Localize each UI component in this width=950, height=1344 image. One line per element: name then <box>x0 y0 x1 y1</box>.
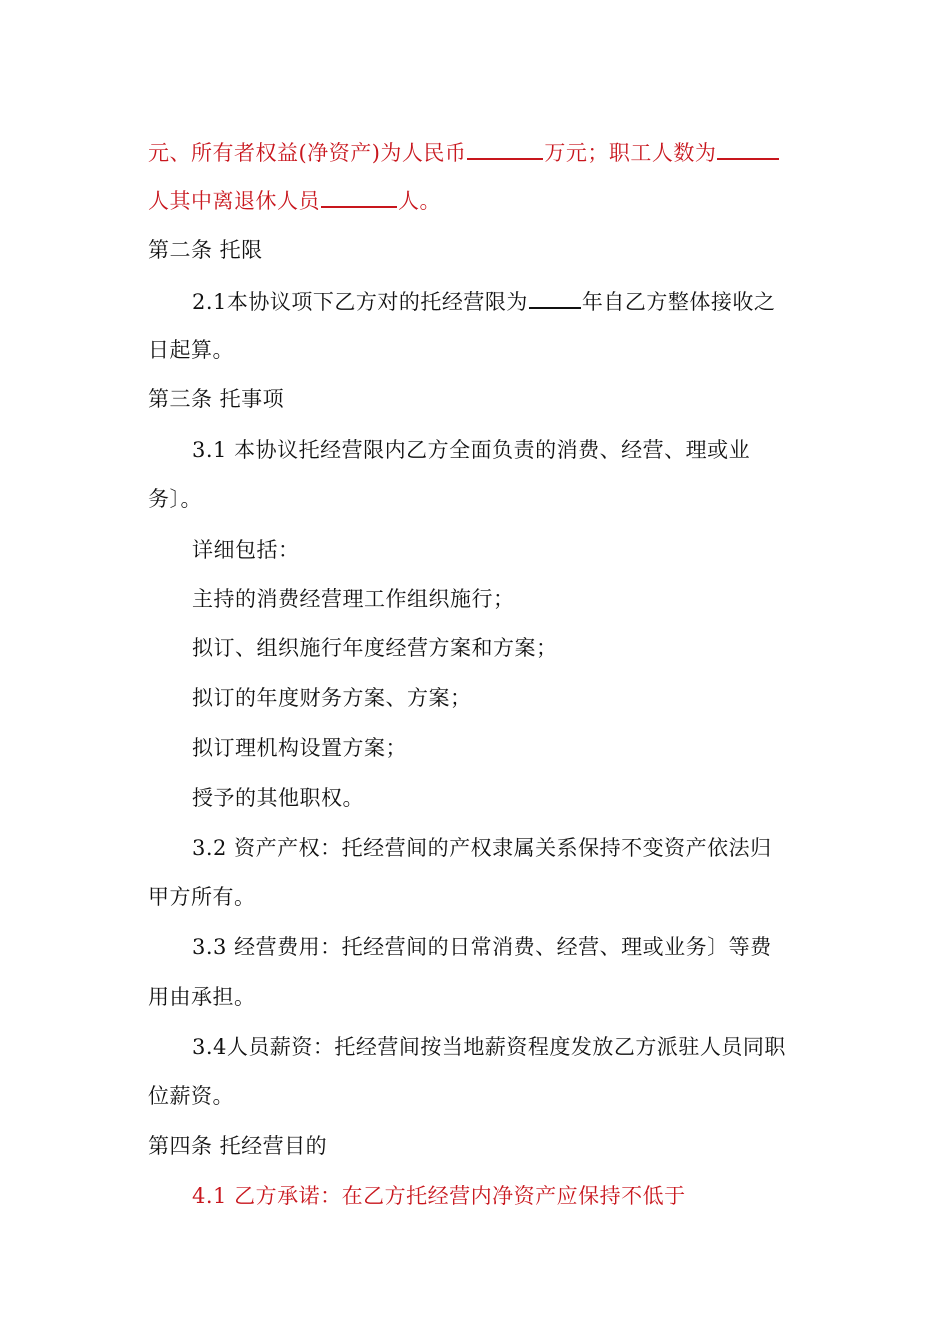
clause-2-1 <box>192 287 775 316</box>
list-item: 拟订的年度财务方案、方案； <box>192 686 472 710</box>
fill-blank <box>529 287 581 309</box>
detail-heading: 详细包括： <box>192 538 300 562</box>
text-segment: 万元；职工人数为 <box>544 141 717 165</box>
clause-3-2: 3.2 资产产权：托经营间的产权隶属关系保持不变资产依法归 <box>192 836 772 860</box>
clause-3-3: 3.3 经营费用：托经营间的日常消费、经营、理或业务〕等费 <box>192 935 772 959</box>
clause-3-1: 3.1 本协议托经营限内乙方全面负责的消费、经营、理或业 <box>192 438 751 462</box>
clause-3-3-cont: 用由承担。 <box>148 985 256 1009</box>
article-3-title: 第三条 托事项 <box>148 387 285 411</box>
clause-3-1-cont: 务〕。 <box>148 487 202 511</box>
clause-3-2-cont: 甲方所有。 <box>148 885 256 909</box>
paragraph-retired-staff <box>148 186 441 215</box>
fill-blank <box>321 186 397 208</box>
text-segment: 2.1本协议项下乙方对的托经营限为 <box>192 290 528 314</box>
text-segment: 元、所有者权益(净资产)为人民币 <box>148 141 467 165</box>
list-item: 拟订、组织施行年度经营方案和方案； <box>192 636 558 660</box>
fill-blank <box>717 138 779 160</box>
clause-4-1: 4.1 乙方承诺：在乙方托经营内净资产应保持不低于 <box>192 1184 686 1208</box>
text-segment: 人其中离退休人员 <box>148 189 320 213</box>
fill-blank <box>467 138 543 160</box>
clause-3-4: 3.4人员薪资：托经营间按当地薪资程度发放乙方派驻人员同职 <box>192 1035 786 1059</box>
clause-2-1-cont: 日起算。 <box>148 338 234 362</box>
article-4-title: 第四条 托经营目的 <box>148 1134 328 1158</box>
list-item: 主持的消费经营理工作组织施行； <box>192 587 515 611</box>
text-segment: 年自乙方整体接收之 <box>581 290 776 314</box>
paragraph-assets-equity <box>148 138 780 167</box>
text-segment: 人。 <box>398 189 441 213</box>
list-item: 授予的其他职权。 <box>192 786 364 810</box>
clause-3-4-cont: 位薪资。 <box>148 1084 234 1108</box>
list-item: 拟订理机构设置方案； <box>192 736 407 760</box>
article-2-title: 第二条 托限 <box>148 238 263 262</box>
